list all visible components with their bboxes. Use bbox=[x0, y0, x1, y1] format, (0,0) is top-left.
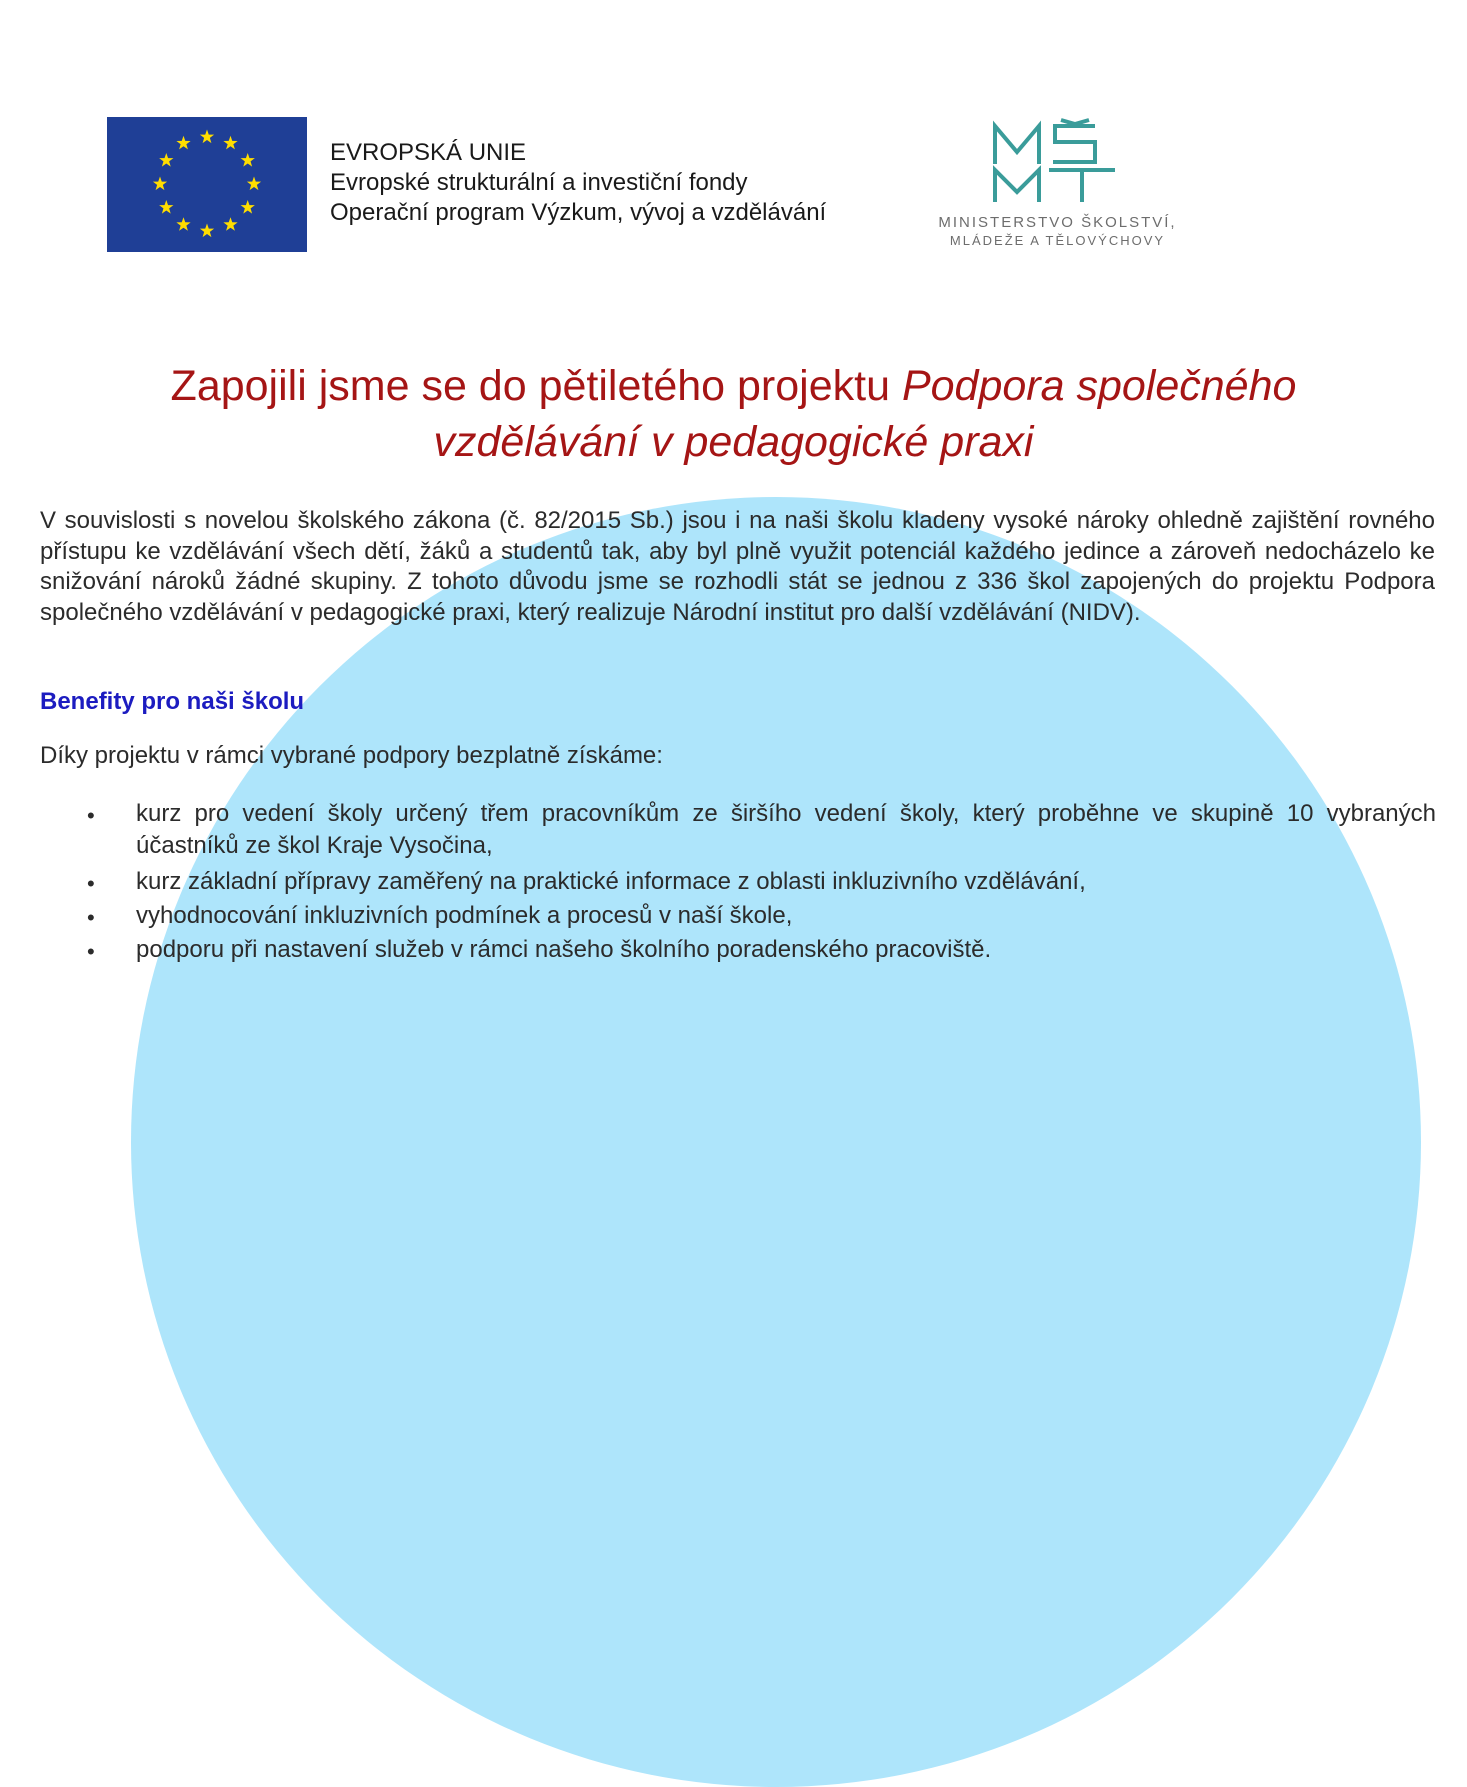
title-plain: Zapojili jsme se do pětiletého projektu bbox=[170, 362, 902, 410]
list-item: vyhodnocování inkluzivních podmínek a procesů v naší škole, bbox=[136, 902, 793, 929]
msmt-line-2: MLÁDEŽE A TĚLOVÝCHOVY bbox=[949, 233, 1166, 248]
eu-star-icon bbox=[200, 224, 214, 238]
title-italic-line-2: vzdělávání v pedagogické praxi bbox=[433, 418, 1034, 466]
eu-logo-text bbox=[330, 138, 826, 228]
intro-paragraph: V souvislosti s novelou školského zákona (č. 82/2015 Sb.) jsou i na naši školu kladeny vysoké nároky ohledně zajištění rovného přístupu ke vzdělávání všech dětí, žáků a studentů tak, aby byl plně využit potenciál každého jedince a zároveň nedocházelo ke snižování nároků žádné skupiny. Z tohoto důvodu jsme se rozhodli stát se jednou z 336 škol zapojených do projektu Podpora společného vzdělávání v pedagogické praxi, který realizuje Národní institut pro další vzdělávání (NIDV). bbox=[40, 507, 1435, 626]
eu-star-icon bbox=[247, 177, 261, 191]
eu-star-icon bbox=[223, 136, 237, 150]
eu-line-3: Operační program Výzkum, vývoj a vzdělávání bbox=[330, 199, 827, 226]
msmt-monogram-icon bbox=[985, 118, 1120, 210]
msmt-logo bbox=[925, 118, 1195, 253]
title-italic-line-1: Podpora společného bbox=[901, 362, 1297, 410]
eu-star-icon bbox=[159, 153, 173, 167]
eu-star-icon bbox=[153, 177, 167, 191]
eu-flag-logo bbox=[107, 117, 307, 252]
benefits-intro: Díky projektu v rámci vybrané podpory bezplatně získáme: bbox=[40, 742, 663, 769]
eu-star-icon bbox=[241, 153, 255, 167]
eu-star-icon bbox=[159, 200, 173, 214]
section-heading: Benefity pro naši školu bbox=[40, 688, 305, 715]
bullet-icon: • bbox=[87, 939, 95, 964]
list-item: kurz základní přípravy zaměřený na praktické informace z oblasti inkluzivního vzdělávání, bbox=[136, 868, 1086, 895]
eu-star-icon bbox=[223, 217, 237, 231]
bullet-icon: • bbox=[87, 905, 95, 930]
eu-line-2: Evropské strukturální a investiční fondy bbox=[330, 169, 748, 196]
eu-star-icon bbox=[241, 200, 255, 214]
eu-star-icon bbox=[176, 136, 190, 150]
eu-star-icon bbox=[200, 130, 214, 144]
eu-star-icon bbox=[176, 217, 190, 231]
msmt-line-1: MINISTERSTVO ŠKOLSTVÍ, bbox=[938, 214, 1177, 231]
eu-line-1: EVROPSKÁ UNIE bbox=[330, 139, 527, 166]
list-item: kurz pro vedení školy určený třem pracovníkům ze širšího vedení školy, který proběhne ve skupině 10 vybraných účastníků ze škol Kraje Vysočina, bbox=[136, 800, 1436, 859]
bullet-icon: • bbox=[87, 871, 95, 896]
page-title bbox=[60, 358, 1407, 470]
bullet-icon: • bbox=[87, 803, 95, 828]
list-item: podporu při nastavení služeb v rámci našeho školního poradenského pracoviště. bbox=[136, 936, 992, 963]
